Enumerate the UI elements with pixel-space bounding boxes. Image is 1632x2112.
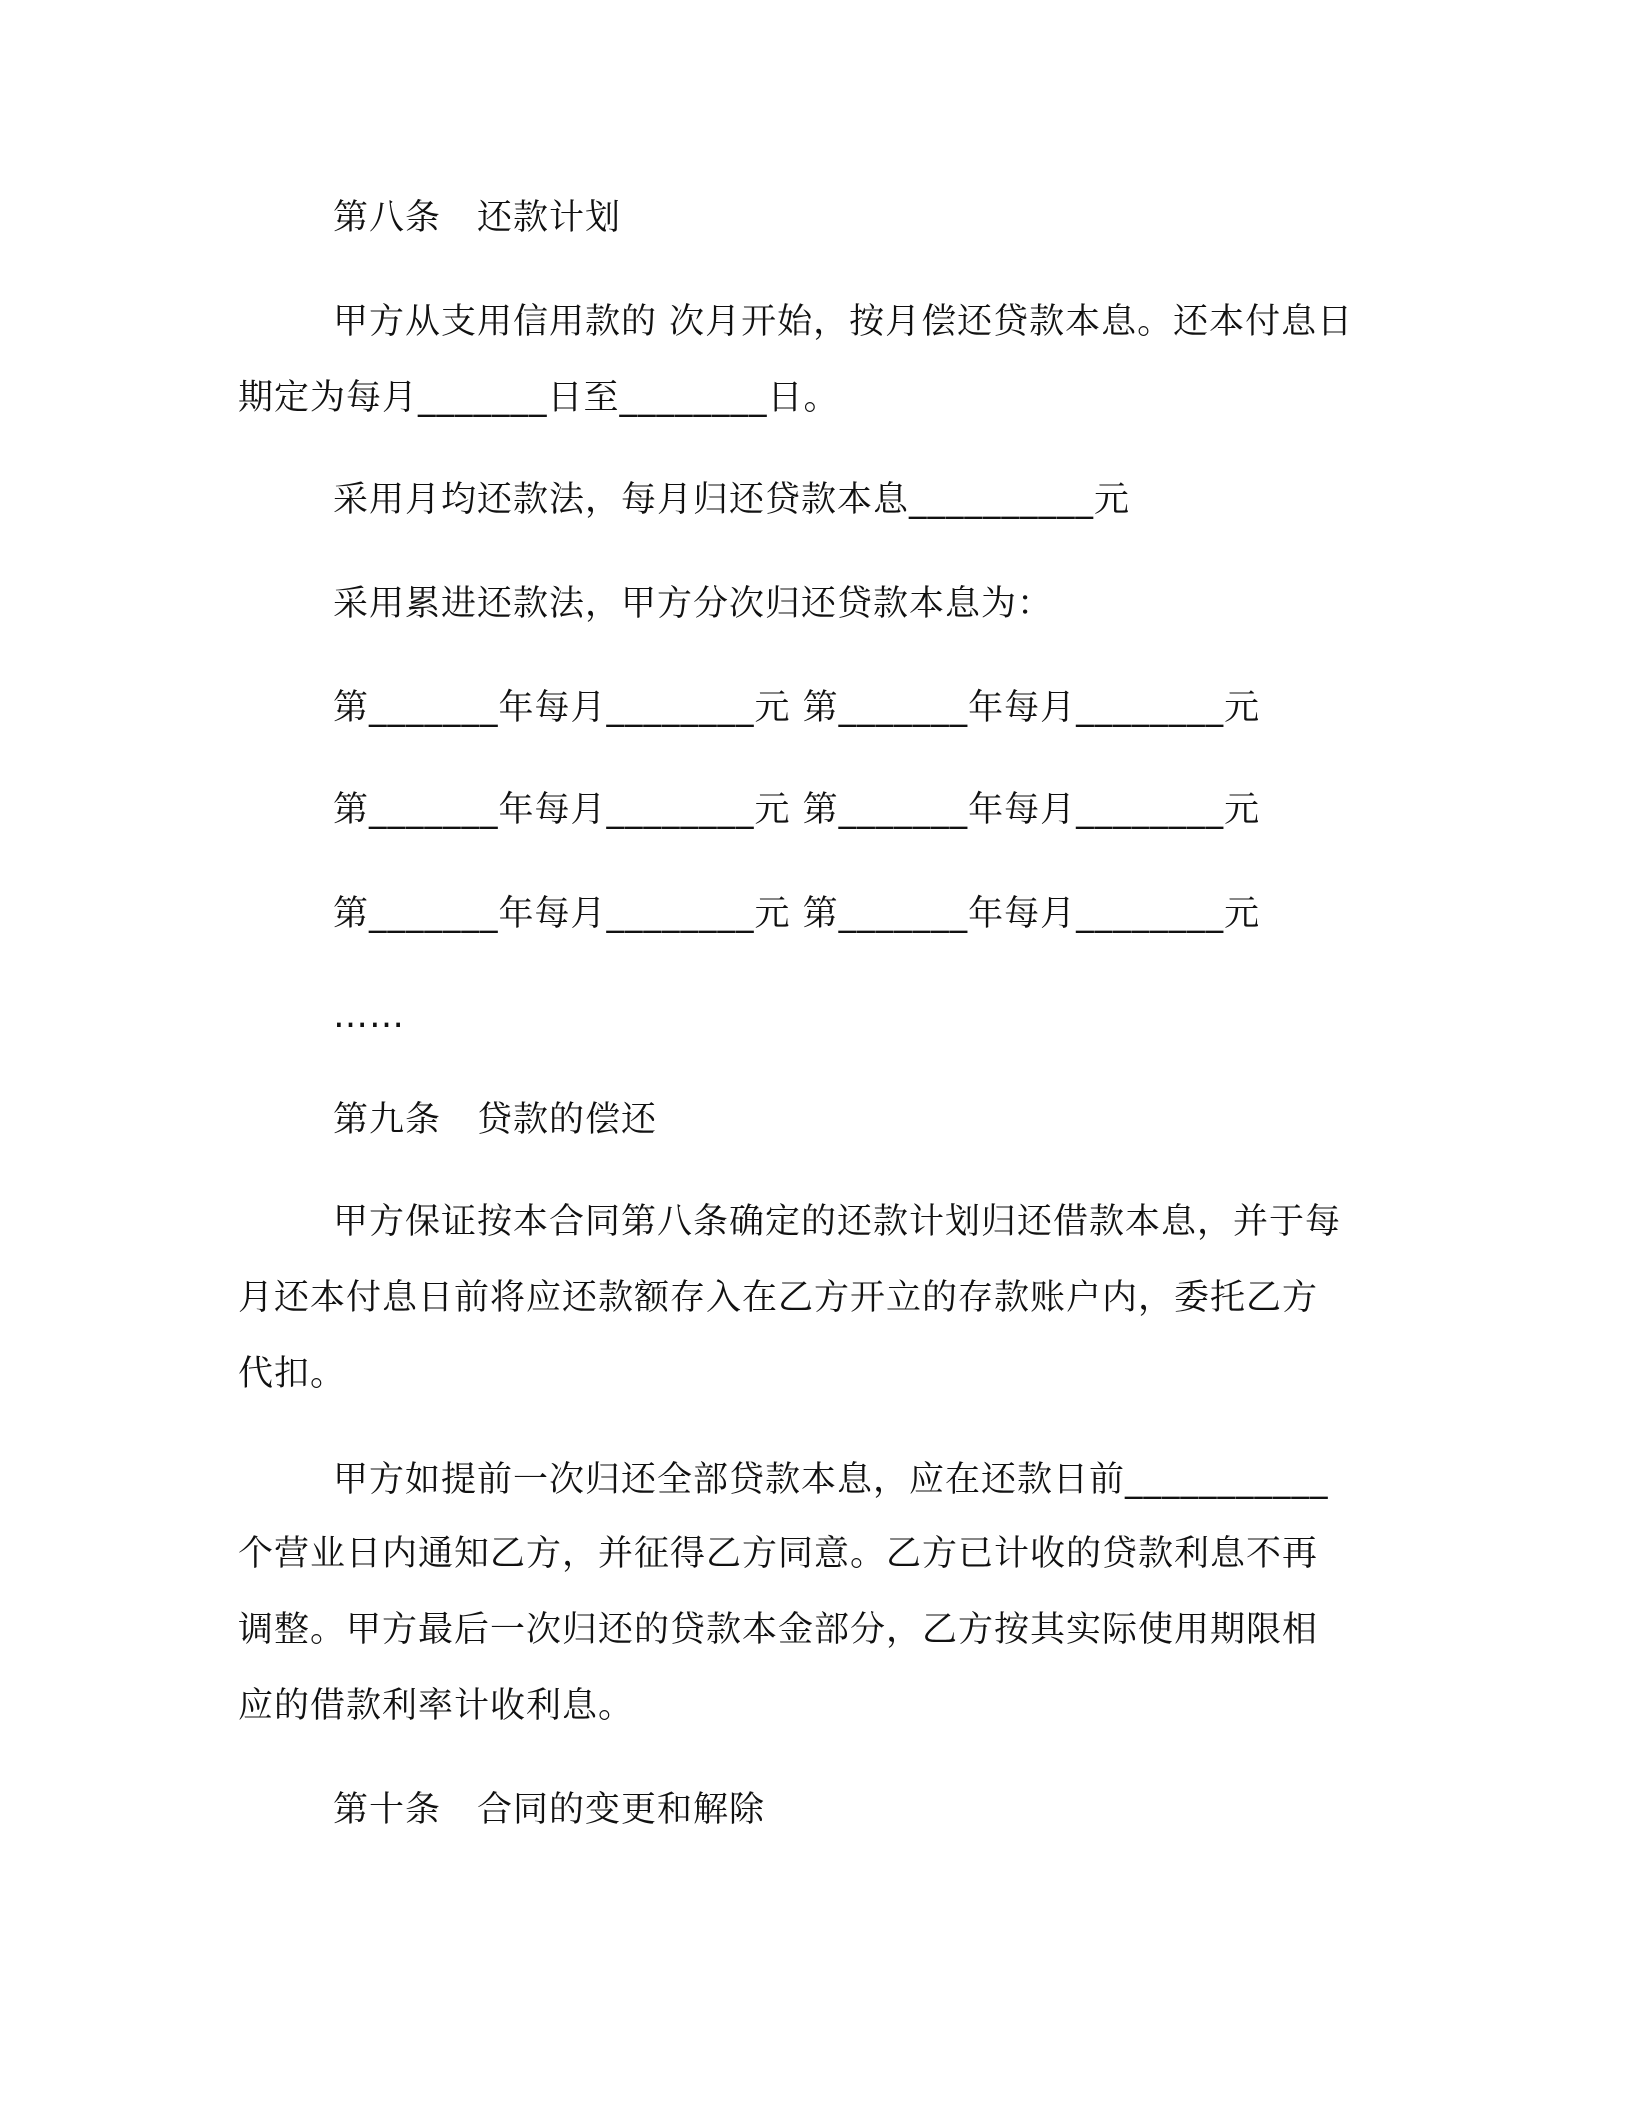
article-8-paragraph-1-line-1: 甲方从支用信用款的 次月开始，按月偿还贷款本息。还本付息日: [333, 302, 1354, 342]
article-9-paragraph-2-line-4: 应的借款利率计收利息。: [238, 1686, 635, 1726]
article-9-paragraph-1-line-2: 月还本付息日前将应还款额存入在乙方开立的存款账户内，委托乙方: [238, 1278, 1319, 1318]
article-8-paragraph-1-line-2: 期定为每月_______日至________日。: [238, 378, 840, 418]
article-9-paragraph-2-line-2: 个营业日内通知乙方，并征得乙方同意。乙方已计收的贷款利息不再: [238, 1534, 1319, 1574]
ellipsis: ……: [333, 996, 405, 1036]
article-10-heading: 第十条 合同的变更和解除: [333, 1790, 766, 1830]
schedule-row: 第_______年每月________元 第_______年每月________元: [333, 894, 1261, 934]
article-9-heading: 第九条 贷款的偿还: [333, 1100, 658, 1140]
schedule-row: 第_______年每月________元 第_______年每月________元: [333, 790, 1261, 830]
article-9-paragraph-1-line-1: 甲方保证按本合同第八条确定的还款计划归还借款本息，并于每: [333, 1202, 1342, 1242]
article-8-heading: 第八条 还款计划: [333, 198, 622, 238]
article-9-paragraph-1-line-3: 代扣。: [238, 1354, 347, 1394]
article-8-monthly-repayment: 采用月均还款法，每月归还贷款本息__________元: [333, 480, 1131, 520]
article-9-paragraph-2-line-1: 甲方如提前一次归还全部贷款本息，应在还款日前___________: [333, 1460, 1329, 1500]
schedule-row: 第_______年每月________元 第_______年每月________元: [333, 688, 1261, 728]
article-9-paragraph-2-line-3: 调整。甲方最后一次归还的贷款本金部分，乙方按其实际使用期限相: [238, 1610, 1319, 1650]
article-8-progressive-repayment: 采用累进还款法，甲方分次归还贷款本息为：: [333, 584, 1054, 624]
